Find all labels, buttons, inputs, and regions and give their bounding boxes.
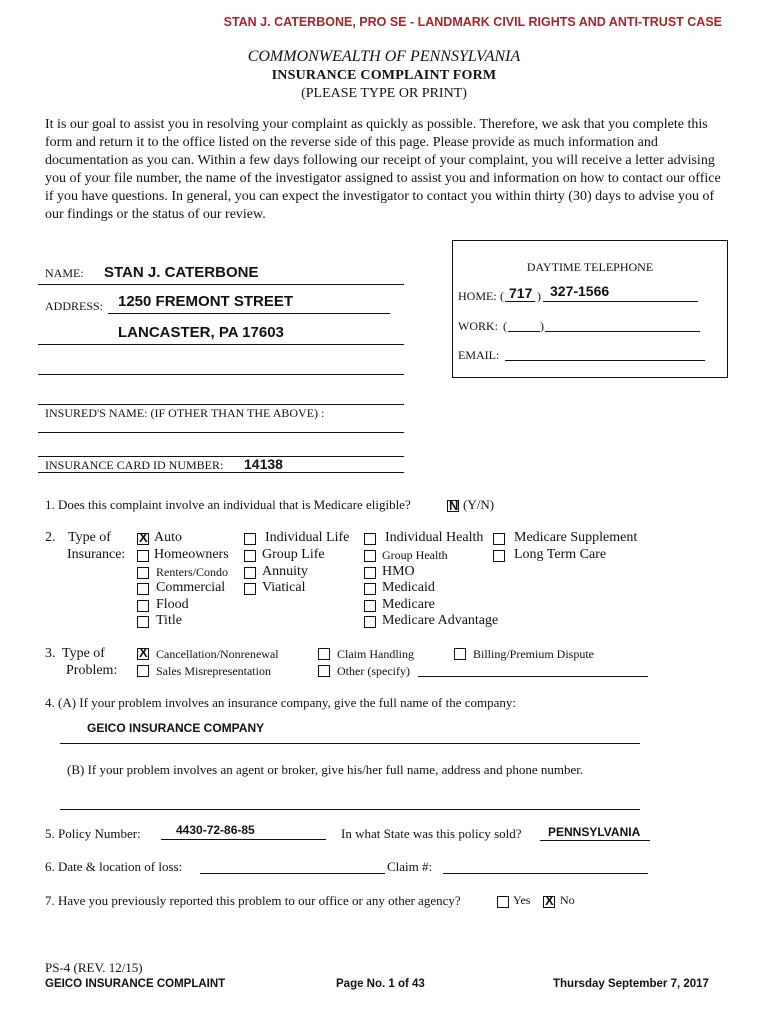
cancellation-check-mark: X	[139, 645, 148, 660]
form-id: PS-4 (REV. 12/15)	[45, 960, 143, 975]
company-name[interactable]: GEICO INSURANCE COMPANY	[87, 721, 265, 735]
other-label: Other (specify)	[337, 664, 410, 678]
name-label: NAME:	[45, 266, 84, 280]
company-line	[60, 743, 640, 744]
name-value[interactable]: STAN J. CATERBONE	[104, 264, 259, 281]
renters-label: Renters/Condo	[156, 565, 228, 579]
title-instructions: (PLEASE TYPE OR PRINT)	[301, 86, 467, 101]
group-life-checkbox[interactable]	[244, 550, 256, 562]
other-specify-line[interactable]	[418, 676, 648, 677]
title-label: Title	[156, 613, 182, 628]
homeowners-checkbox[interactable]	[137, 550, 149, 562]
q7-no-label: No	[560, 893, 575, 907]
work-label: WORK:	[458, 319, 498, 333]
q3-label-b: Problem:	[66, 663, 118, 678]
individual-health-checkbox[interactable]	[364, 533, 376, 545]
q5-label: 5. Policy Number:	[45, 826, 141, 841]
cancellation-checkbox[interactable]	[137, 645, 149, 660]
other-checkbox[interactable]	[318, 665, 330, 677]
cancellation-label: Cancellation/Nonrenewal	[156, 647, 279, 661]
policy-line	[161, 839, 326, 840]
name-line	[38, 284, 404, 285]
homeowners-label: Homeowners	[154, 547, 229, 562]
billing-label: Billing/Premium Dispute	[473, 647, 595, 661]
card-label: INSURANCE CARD ID NUMBER:	[45, 458, 224, 472]
q2-label-a: Type of	[68, 530, 111, 545]
q2-label-b: Insurance:	[67, 547, 126, 562]
commercial-checkbox[interactable]	[137, 583, 149, 595]
q1-text: 1. Does this complaint involve an individual that is Medicare eligible?	[45, 497, 411, 512]
medicaid-label: Medicaid	[382, 580, 435, 595]
q1-answer: N	[449, 498, 459, 513]
q7-yes-checkbox[interactable]	[497, 896, 509, 908]
viatical-label: Viatical	[262, 580, 306, 595]
renters-checkbox[interactable]	[137, 567, 149, 579]
sales-misrep-label: Sales Misrepresentation	[156, 664, 271, 678]
title-commonwealth: COMMONWEALTH OF PENNSYLVANIA	[247, 48, 521, 65]
address-underline4	[38, 404, 404, 405]
home-area-code[interactable]: 717	[509, 285, 533, 301]
agent-line[interactable]	[60, 809, 640, 810]
card-value[interactable]: 14138	[244, 456, 283, 472]
intro-paragraph: It is our goal to assist you in resolving your complaint as quickly as possible. Therefore, we ask that you complete this form and return it to the office listed on the reverse side of this page. Please provide as much information and documentation as you can. Within a few days following our receipt of your complaint, you will receive a letter advising you of your file number, the name of the investigator assigned to assist you and information on how to contact our office if you have questions. In general, you can expect the investigator to contact you within thirty (30) days to advise you of our findings or the status of our review.	[45, 117, 721, 222]
flood-checkbox[interactable]	[137, 600, 149, 612]
auto-label: Auto	[154, 530, 182, 545]
phone-title: DAYTIME TELEPHONE	[526, 260, 654, 274]
auto-check-mark: X	[139, 530, 148, 545]
billing-checkbox[interactable]	[454, 648, 466, 660]
work-paren: (	[503, 319, 507, 333]
card-top-line	[38, 456, 404, 457]
insured-line[interactable]	[38, 432, 404, 433]
daytime-telephone-box	[452, 240, 728, 378]
title-checkbox[interactable]	[137, 616, 149, 628]
address-underline1	[108, 313, 390, 314]
address-label: ADDRESS:	[45, 299, 104, 313]
long-term-care-checkbox[interactable]	[493, 550, 505, 562]
group-life-label: Group Life	[262, 547, 325, 562]
q7-text: 7. Have you previously reported this problem to our office or any other agency?	[45, 893, 461, 908]
commercial-label: Commercial	[156, 580, 226, 595]
title-form: INSURANCE COMPLAINT FORM	[271, 68, 497, 83]
medicaid-checkbox[interactable]	[364, 583, 376, 595]
q4a-text: 4. (A) If your problem involves an insurance company, give the full name of the company:	[45, 695, 516, 710]
work-area-line[interactable]	[508, 331, 540, 332]
state-label: In what State was this policy sold?	[341, 826, 522, 841]
q6-label: 6. Date & location of loss:	[45, 859, 183, 874]
individual-life-checkbox[interactable]	[244, 533, 256, 545]
home-label: HOME:	[458, 289, 497, 303]
medicare-label: Medicare	[382, 597, 435, 612]
address-line2[interactable]: LANCASTER, PA 17603	[118, 324, 284, 341]
auto-checkbox[interactable]	[137, 530, 149, 545]
work-paren-close: )	[540, 319, 544, 333]
email-line[interactable]	[505, 360, 705, 361]
footer-left: GEICO INSURANCE COMPLAINT	[45, 978, 226, 990]
individual-life-label: Individual Life	[265, 530, 350, 545]
q1-suffix: (Y/N)	[463, 497, 495, 512]
hmo-checkbox[interactable]	[364, 567, 376, 579]
policy-number[interactable]: 4430-72-86-85	[176, 823, 255, 837]
case-banner: STAN J. CATERBONE, PRO SE - LANDMARK CIVIL RIGHTS AND ANTI-TRUST CASE	[223, 15, 722, 29]
claim-label: Claim #:	[387, 859, 433, 874]
medicare-checkbox[interactable]	[364, 600, 376, 612]
state-value[interactable]: PENNSYLVANIA	[548, 825, 641, 839]
claim-handling-checkbox[interactable]	[318, 648, 330, 660]
sales-misrep-checkbox[interactable]	[137, 665, 149, 677]
medicare-advantage-label: Medicare Advantage	[382, 613, 499, 628]
q4b-text: (B) If your problem involves an agent or broker, give his/her full name, address and phone number.	[67, 762, 584, 777]
medicare-supplement-checkbox[interactable]	[493, 533, 505, 545]
footer-date: Thursday September 7, 2017	[553, 978, 709, 990]
individual-health-label: Individual Health	[385, 530, 484, 545]
flood-label: Flood	[156, 597, 189, 612]
q2-num: 2.	[45, 530, 56, 545]
loss-line[interactable]	[200, 873, 385, 874]
q7-no-checkbox[interactable]	[543, 893, 555, 908]
claim-handling-label: Claim Handling	[337, 647, 414, 661]
annuity-label: Annuity	[262, 564, 308, 579]
group-health-checkbox[interactable]	[364, 550, 376, 562]
q1-answer-box[interactable]	[447, 500, 459, 512]
insured-label: INSURED'S NAME: (IF OTHER THAN THE ABOVE) :	[45, 406, 325, 420]
email-label: EMAIL:	[458, 348, 500, 362]
card-line	[38, 472, 404, 473]
state-line	[540, 840, 650, 841]
footer-page: Page No. 1 of 43	[336, 978, 425, 990]
q7-yes-label: Yes	[513, 893, 531, 907]
q7-no-check-mark: X	[545, 893, 554, 908]
claim-line[interactable]	[443, 873, 648, 874]
q3-label-a: Type of	[62, 646, 105, 661]
home-number[interactable]: 327-1566	[550, 283, 610, 299]
group-health-label: Group Health	[382, 548, 448, 562]
long-term-care-label: Long Term Care	[514, 547, 607, 562]
address-line1[interactable]: 1250 FREMONT STREET	[118, 293, 294, 310]
medicare-supplement-label: Medicare Supplement	[514, 530, 638, 545]
home-paren-close: )	[537, 289, 541, 303]
home-number-line	[543, 301, 698, 302]
viatical-checkbox[interactable]	[244, 583, 256, 595]
work-number-line[interactable]	[545, 331, 700, 332]
annuity-checkbox[interactable]	[244, 567, 256, 579]
hmo-label: HMO	[382, 564, 415, 579]
medicare-advantage-checkbox[interactable]	[364, 616, 376, 628]
address-underline2	[38, 344, 404, 345]
q3-num: 3.	[45, 646, 56, 661]
home-paren-open: (	[500, 289, 504, 303]
address-underline3	[38, 374, 404, 375]
home-area-line	[505, 301, 535, 302]
